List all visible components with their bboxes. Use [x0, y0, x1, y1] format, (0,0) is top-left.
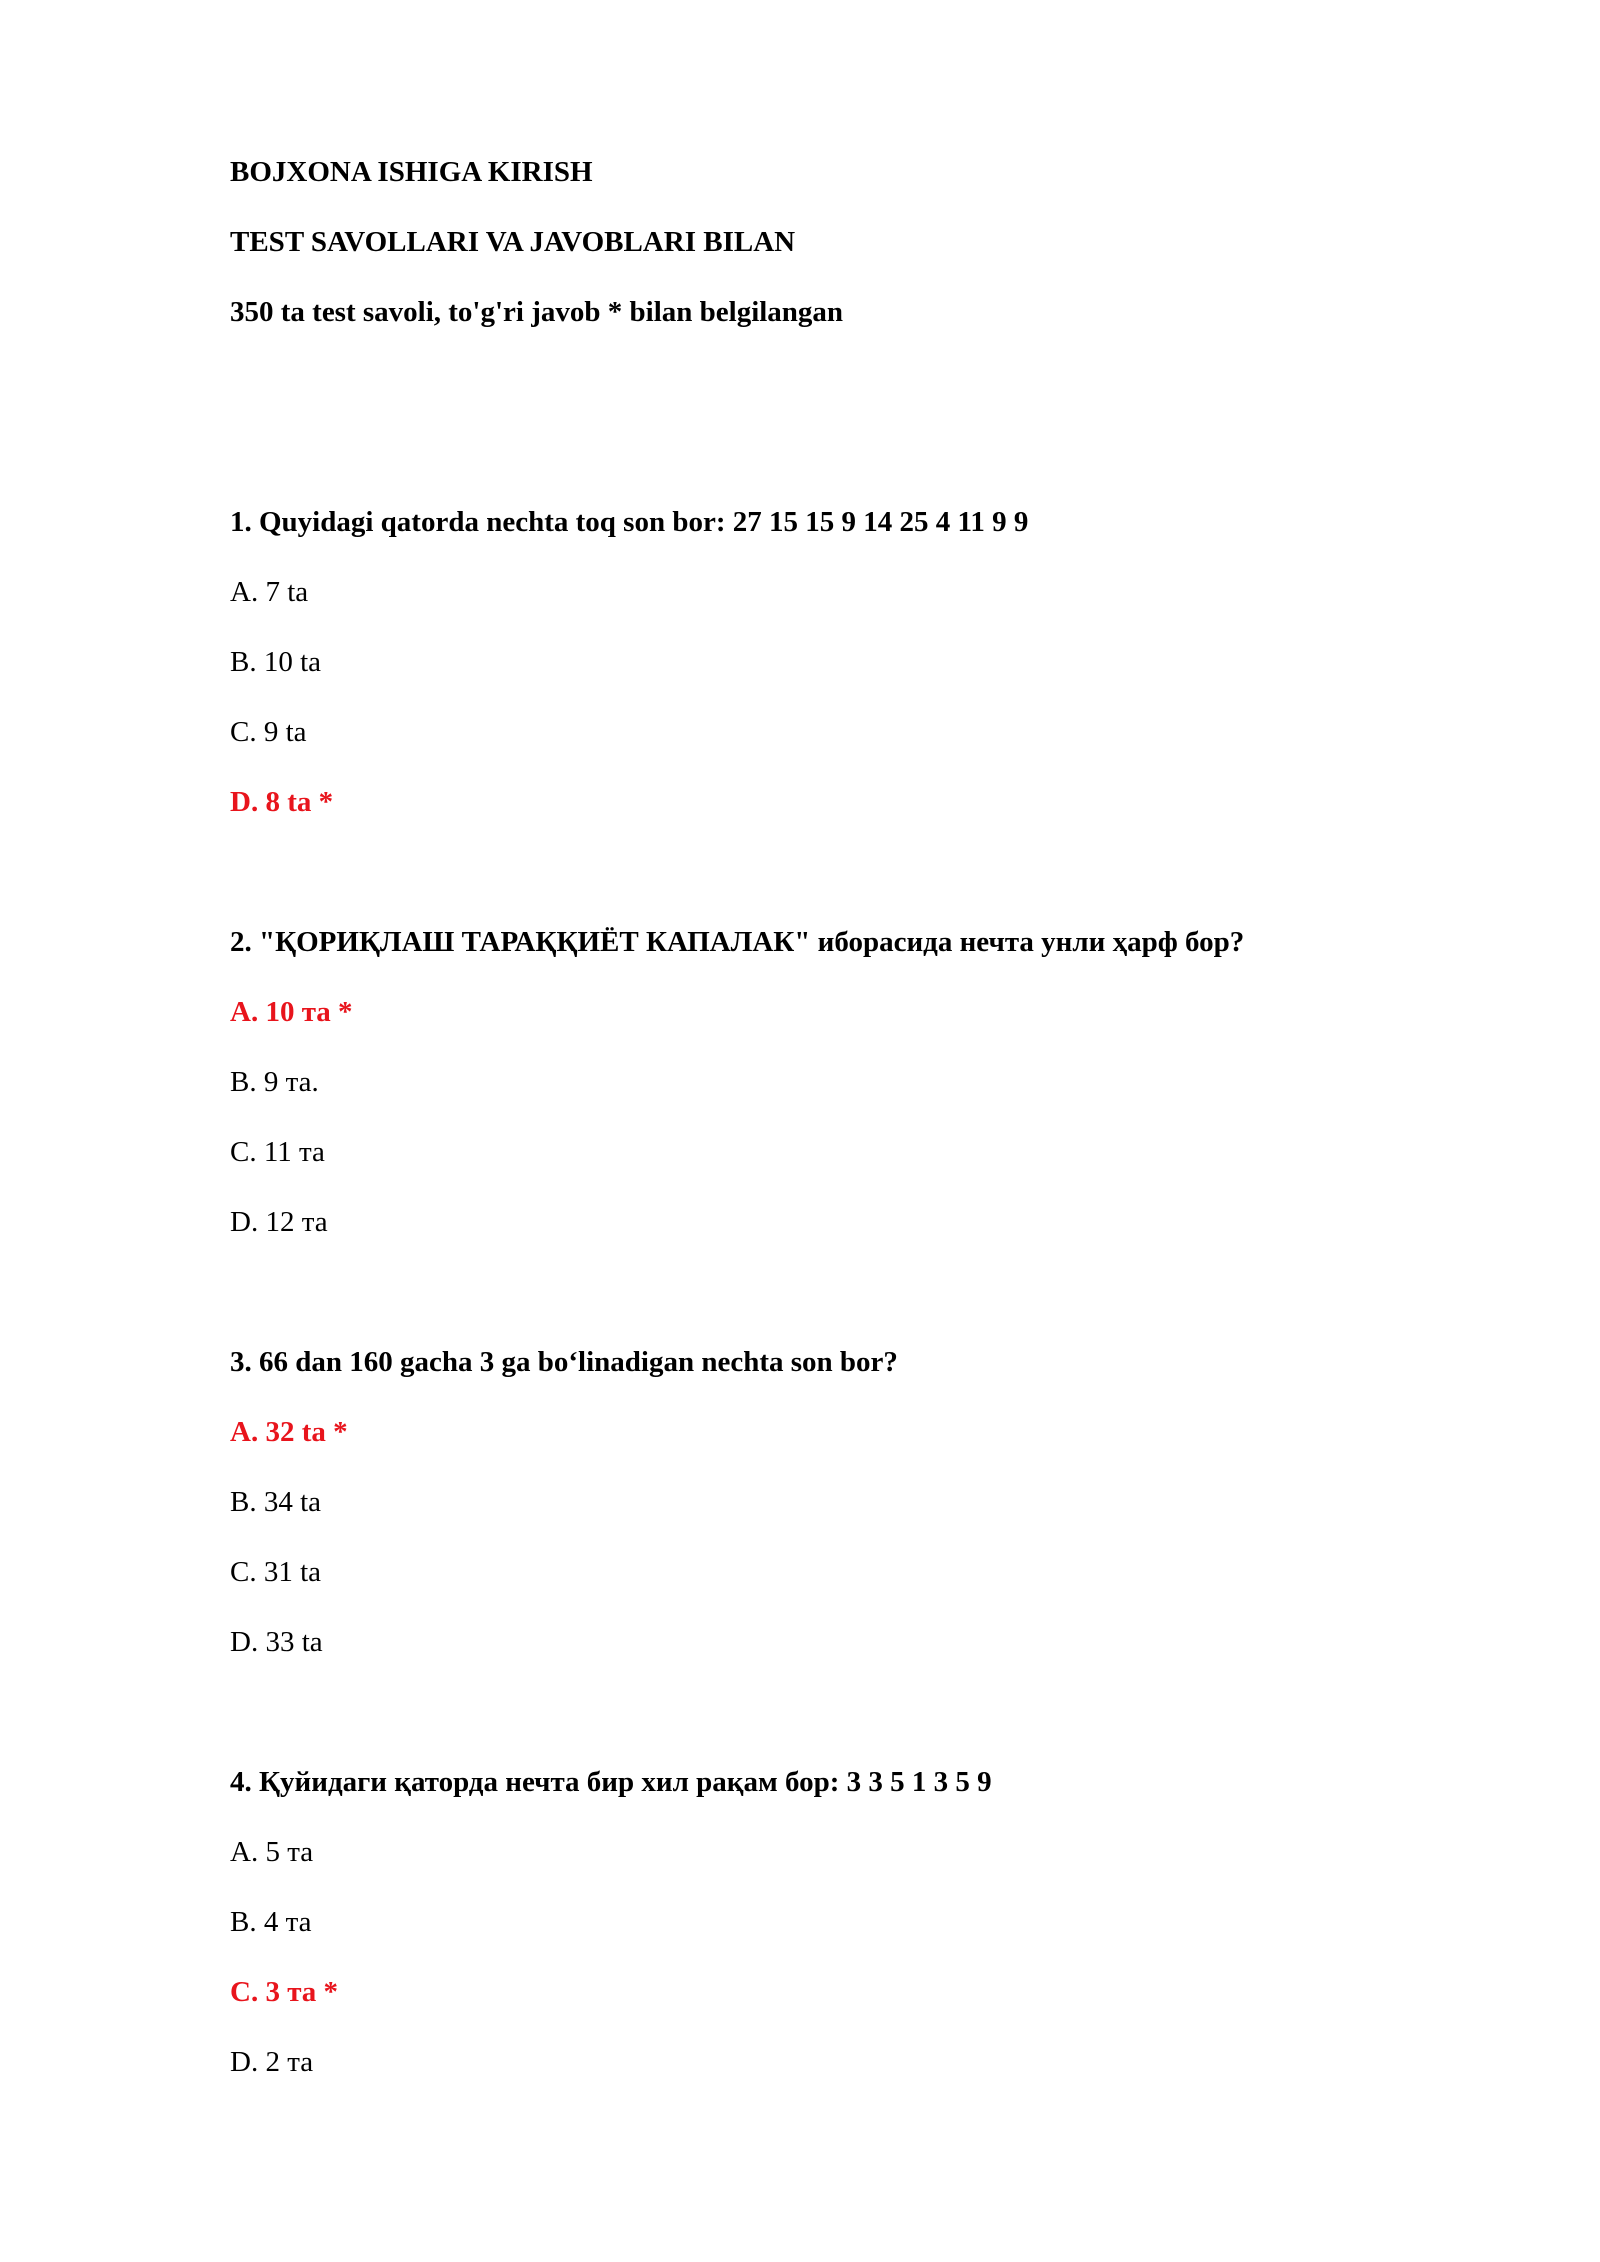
- question-4-option-d: D. 2 та: [230, 2046, 314, 2078]
- question-2-text: 2. "ҚОРИҚЛАШ ТАРАҚҚИЁТ КАПАЛАК" иборасида нечта унли ҳарф бор?: [230, 926, 1245, 958]
- question-3-option-d: D. 33 ta: [230, 1626, 323, 1658]
- question-1-text: 1. Quyidagi qatorda nechta toq son bor: 27 15 15 9 14 25 4 11 9 9: [230, 506, 1029, 538]
- document-note: 350 ta test savoli, to'g'ri javob * bilan belgilangan: [230, 296, 844, 328]
- question-2-option-d: D. 12 та: [230, 1206, 328, 1238]
- document-title: BOJXONA ISHIGA KIRISH: [230, 156, 593, 188]
- question-1-option-d-correct: D. 8 ta *: [230, 786, 334, 818]
- question-4-option-a: A. 5 та: [230, 1836, 314, 1868]
- question-2-option-b: B. 9 та.: [230, 1066, 319, 1098]
- question-3-option-b: B. 34 ta: [230, 1486, 322, 1518]
- question-3-option-a-correct: A. 32 ta *: [230, 1416, 348, 1448]
- question-4-option-b: B. 4 та: [230, 1906, 312, 1938]
- question-4-option-c-correct: C. 3 та *: [230, 1976, 339, 2008]
- document-subtitle: TEST SAVOLLARI VA JAVOBLARI BILAN: [230, 226, 796, 258]
- question-1-option-c: C. 9 ta: [230, 716, 307, 748]
- question-4-text: 4. Қуйидаги қаторда нечта бир хил рақам бор: 3 3 5 1 3 5 9: [230, 1766, 992, 1798]
- question-2-option-a-correct: A. 10 та *: [230, 996, 353, 1028]
- question-1-option-a: A. 7 ta: [230, 576, 309, 608]
- question-3-text: 3. 66 dan 160 gacha 3 ga bo‘linadigan nechta son bor?: [230, 1346, 898, 1378]
- question-1-option-b: B. 10 ta: [230, 646, 322, 678]
- question-3-option-c: C. 31 ta: [230, 1556, 322, 1588]
- question-2-option-c: C. 11 та: [230, 1136, 325, 1168]
